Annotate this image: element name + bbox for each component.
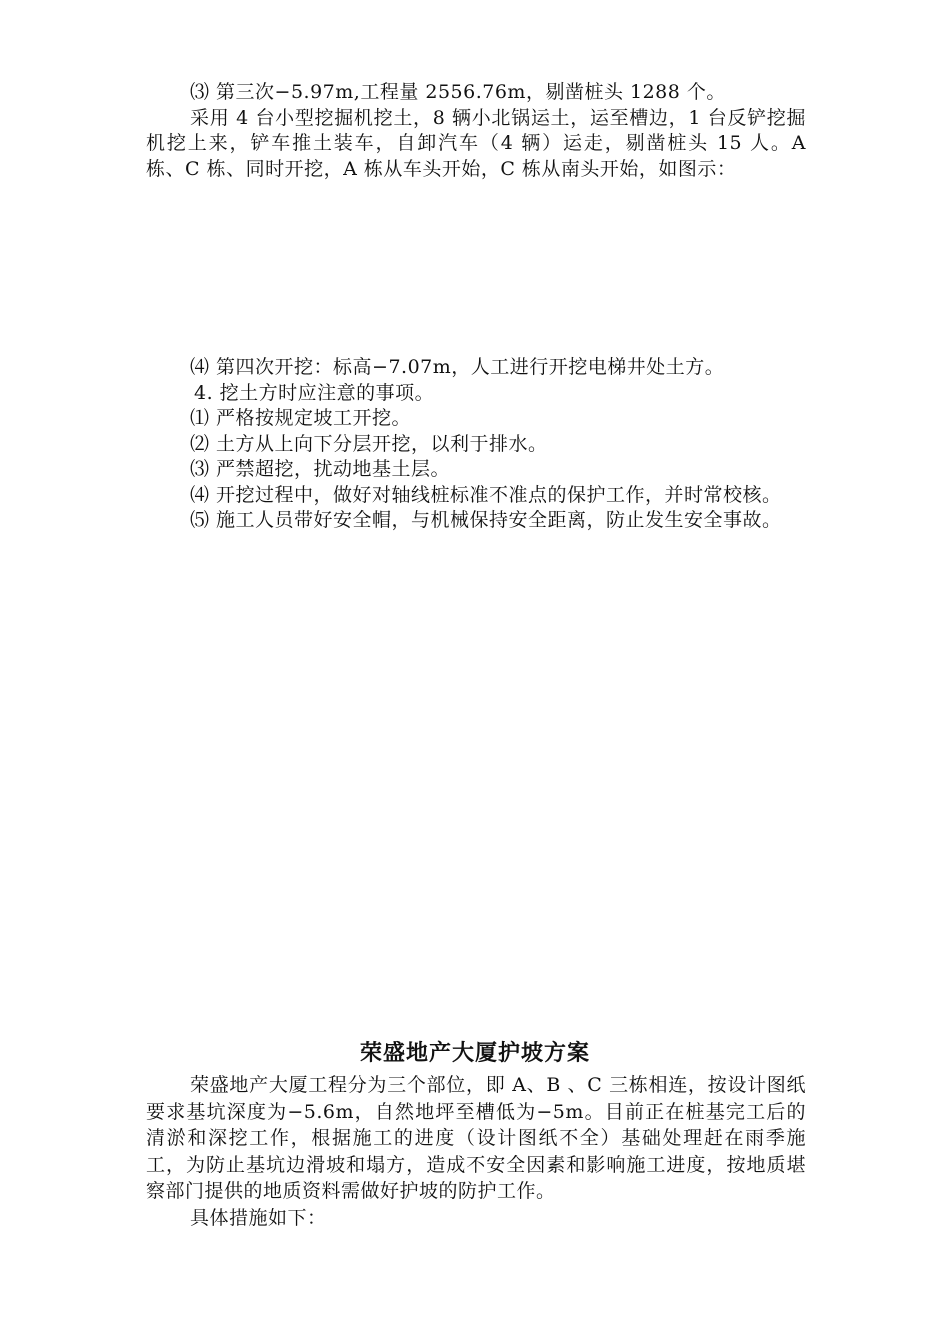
section-title: 荣盛地产大厦护坡方案 <box>359 1040 590 1066</box>
list-item-precaution-1: ⑴ 严格按规定坡工开挖。 <box>190 407 412 429</box>
paragraph-fourth-excavation: ⑷ 第四次开挖：标高−7.07m，人工进行开挖电梯井处土方。 <box>190 356 725 378</box>
paragraph-project-overview: 荣盛地产大厦工程分为三个部位，即 A、B 、C 三栋相连，按设计图纸要求基坑深度为−5.6m，自然地坪至槽低为−5m。目前正在桩基完工后的清淤和深挖工作，根据施工的进度（设计图纸不全）基础处理赶在雨季施工，为防止基坑边滑坡和塌方，造成不安全因素和影响施工进度，按地质堪察部门提供的地质资料需做好护坡的防护工作。 <box>146 1074 806 1202</box>
paragraph-third-excavation: ⑶ 第三次−5.97m,工程量 2556.76m，剔凿桩头 1288 个。 <box>190 81 726 103</box>
paragraph-measures-intro: 具体措施如下： <box>190 1206 327 1229</box>
section-precautions <box>146 355 806 534</box>
section-excavation-third <box>146 80 806 182</box>
heading-precautions: 4. 挖土方时应注意的事项。 <box>194 381 435 404</box>
figure-placeholder <box>146 180 806 350</box>
list-item-precaution-2: ⑵ 土方从上向下分层开挖，以利于排水。 <box>190 432 548 455</box>
list-item-precaution-5: ⑸ 施工人员带好安全帽，与机械保持安全距离，防止发生安全事故。 <box>190 509 782 531</box>
list-item-precaution-4: ⑷ 开挖过程中，做好对轴线桩标准不准点的保护工作，并时常校核。 <box>190 483 782 506</box>
section-slope-protection <box>146 1072 806 1231</box>
paragraph-equipment: 采用 4 台小型挖掘机挖土，8 辆小北锅运土，运至槽边，1 台反铲挖掘机挖上来，铲车推土装车，自卸汽车（4 辆）运走，剔凿桩头 15 人。A 栋、C 栋、同时开挖，A 栋从车头开始，C 栋从南头开始，如图示： <box>146 106 806 180</box>
list-item-precaution-3: ⑶ 严禁超挖，扰动地基土层。 <box>190 458 451 480</box>
